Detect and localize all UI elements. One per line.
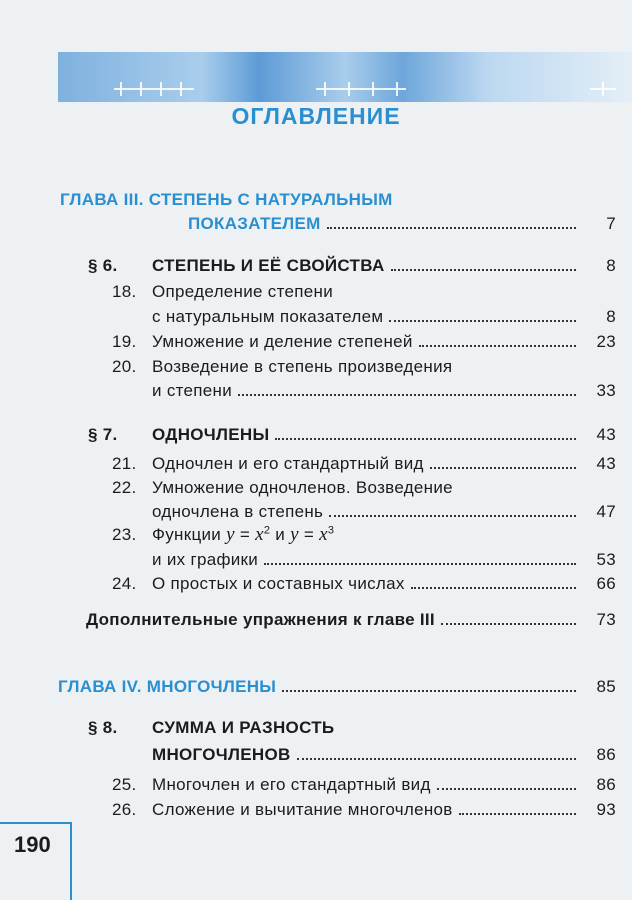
item-25-entry[interactable]	[112, 775, 616, 795]
toc-title: ОГЛАВЛЕНИЕ	[231, 103, 401, 129]
paragraph-8-heading[interactable]	[88, 718, 334, 738]
chapter-3-entry[interactable]	[188, 214, 616, 234]
paragraph-7-title: ОДНОЧЛЕНЫ	[152, 425, 270, 444]
item-20-heading[interactable]	[112, 357, 452, 377]
paragraph-7-entry[interactable]	[88, 425, 616, 445]
leader-dots	[437, 788, 576, 790]
item-18-page: 8	[606, 307, 616, 326]
item-21-page: 43	[596, 454, 616, 473]
item-26-title: Сложение и вычитание многочленов	[152, 800, 453, 819]
paragraph-8-page: 86	[596, 745, 616, 764]
leader-dots	[282, 690, 576, 692]
banner-line	[590, 88, 616, 90]
banner-line	[316, 88, 406, 90]
item-20-number: 20.	[112, 357, 137, 376]
item-19-entry[interactable]	[112, 332, 616, 352]
item-22-page: 47	[596, 502, 616, 521]
item-22-title-line2: одночлена в степень	[152, 502, 324, 521]
chapter-3-page: 7	[606, 214, 616, 233]
chapter-3-title-line1: ГЛАВА III. СТЕПЕНЬ С НАТУРАЛЬНЫМ	[60, 190, 393, 209]
item-23-title-line1: Функции $y = x^2$ и $y = x^3$	[152, 524, 335, 545]
item-23-heading[interactable]	[112, 524, 334, 546]
item-24-title: О простых и составных числах	[152, 574, 405, 593]
banner-line	[114, 88, 194, 90]
item-18-number: 18.	[112, 282, 137, 301]
leader-dots	[391, 269, 576, 271]
leader-dots	[264, 563, 576, 565]
item-18-title-line1: Определение степени	[152, 282, 334, 301]
item-24-entry[interactable]	[112, 574, 616, 594]
item-25-number: 25.	[112, 775, 137, 794]
item-22-entry[interactable]	[152, 502, 616, 522]
item-19-title: Умножение и деление степеней	[152, 332, 413, 351]
extra-exercises-title: Дополнительные упражнения к главе III	[86, 610, 435, 629]
item-20-page: 33	[596, 381, 616, 400]
item-23-entry[interactable]	[152, 550, 616, 570]
item-22-heading[interactable]	[112, 478, 453, 498]
item-26-entry[interactable]	[112, 800, 616, 820]
item-23-page: 53	[596, 550, 616, 569]
item-22-number: 22.	[112, 478, 137, 497]
chapter-4-page: 85	[596, 677, 616, 696]
extra-exercises-page: 73	[596, 610, 616, 629]
paragraph-8-number: § 8.	[88, 718, 118, 737]
paragraph-7-number: § 7.	[88, 425, 118, 444]
item-20-title-line2: и степени	[152, 381, 233, 400]
item-23-title-line2: и их графики	[152, 550, 259, 569]
item-21-title: Одночлен и его стандартный вид	[152, 454, 424, 473]
paragraph-6-number: § 6.	[88, 256, 118, 275]
leader-dots	[297, 758, 576, 760]
paragraph-6-entry[interactable]	[88, 256, 616, 276]
item-26-number: 26.	[112, 800, 137, 819]
extra-exercises-entry[interactable]	[86, 610, 616, 630]
paragraph-6-page: 8	[606, 256, 616, 275]
leader-dots	[238, 394, 576, 396]
header-banner	[58, 52, 632, 102]
leader-dots	[419, 345, 576, 347]
item-18-title-line2: с натуральным показателем	[152, 307, 384, 326]
item-26-page: 93	[596, 800, 616, 819]
leader-dots	[441, 623, 576, 625]
item-24-number: 24.	[112, 574, 137, 593]
paragraph-8-title-line2: МНОГОЧЛЕНОВ	[152, 745, 291, 764]
leader-dots	[459, 813, 576, 815]
item-19-number: 19.	[112, 332, 137, 351]
item-25-title: Многочлен и его стандартный вид	[152, 775, 431, 794]
item-22-title-line1: Умножение одночленов. Возведение	[152, 478, 453, 497]
item-21-entry[interactable]	[112, 454, 616, 474]
leader-dots	[411, 587, 576, 589]
leader-dots	[275, 438, 576, 440]
item-18-heading[interactable]	[112, 282, 333, 302]
leader-dots	[329, 515, 576, 517]
paragraph-8-entry[interactable]	[152, 745, 616, 765]
leader-dots	[327, 227, 576, 229]
item-24-page: 66	[596, 574, 616, 593]
chapter-3-title-line2: ПОКАЗАТЕЛЕМ	[188, 214, 321, 233]
item-19-page: 23	[596, 332, 616, 351]
paragraph-6-title: СТЕПЕНЬ И ЕЁ СВОЙСТВА	[152, 256, 385, 275]
item-21-number: 21.	[112, 454, 137, 473]
item-20-title-line1: Возведение в степень произведения	[152, 357, 453, 376]
chapter-4-entry[interactable]	[58, 677, 616, 697]
leader-dots	[389, 320, 576, 322]
chapter-3-heading[interactable]	[60, 190, 393, 210]
item-25-page: 86	[596, 775, 616, 794]
chapter-4-title: ГЛАВА IV. МНОГОЧЛЕНЫ	[58, 677, 277, 696]
paragraph-8-title-line1: СУММА И РАЗНОСТЬ	[152, 718, 335, 737]
leader-dots	[430, 467, 576, 469]
item-20-entry[interactable]	[152, 381, 616, 401]
paragraph-7-page: 43	[596, 425, 616, 444]
item-18-entry[interactable]	[152, 307, 616, 327]
page-number: 190	[14, 832, 51, 857]
item-23-number: 23.	[112, 525, 137, 544]
